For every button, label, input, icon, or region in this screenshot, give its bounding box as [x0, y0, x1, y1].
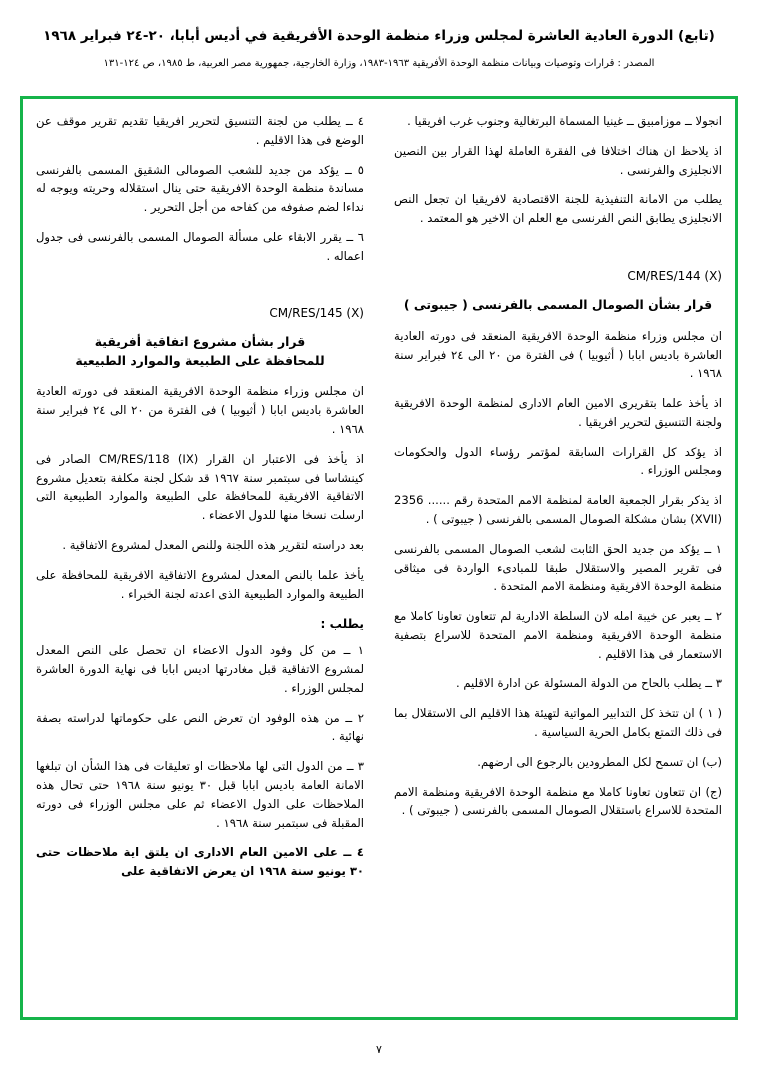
paragraph: ٢ ــ من هذه الوفود ان تعرض النص على حكوماتها لدراسته بصفة نهائية .	[36, 710, 364, 744]
paragraph: انجولا ــ موزامبيق ــ غينيا المسماة البرتغالية وجنوب غرب افريقيا .	[407, 114, 722, 128]
column-right	[394, 112, 722, 1006]
paragraph: ٣ ــ يطلب بالحاح من الدولة المسئولة عن ادارة الاقليم .	[455, 676, 722, 691]
paragraph: ٢ ــ يعبر عن خيبة امله لان السلطة الادارية لم تتعاون تعاونا كاملا مع منظمة الوحدة الافريقية ومنظمة الامم المتحدة للاسراع بتصفية الاستعمار فى هذا الاقليم .	[394, 609, 722, 661]
paragraph: بعد دراسته لتقرير هذه اللجنة وللنص المعدل لمشروع الاتفاقية .	[62, 537, 364, 552]
paragraph: ( ١ ) ان تتخذ كل التدابير المواتية لتهيئة هذا الاقليم الى الاستقلال بما فى ذلك التمتع بكامل الحرية السياسية .	[394, 706, 722, 740]
paragraph: اذ يؤكد كل القرارات السابقة لمؤتمر رؤساء الدول والحكومات ومجلس الوزراء .	[394, 444, 722, 478]
resolution-heading-line-1: قرار بشأن مشروع اتفاقية أفريقية	[94, 334, 306, 350]
paragraph: ٣ ــ من الدول التى لها ملاحظات او تعليقات فى هذا الشأن ان تبلغها الامانة العامة باديس ابابا قبل ٣٠ يونيو سنة ١٩٦٨ حتى تحال هذه الملاحظات على الدول الاعضاء ثم على مجلس الوزراء فى دورته المقبلة فى سبتمبر سنة ١٩٦٨ .	[36, 759, 364, 830]
page-number: ٧	[376, 1043, 382, 1056]
paragraph: ان مجلس وزراء منظمة الوحدة الافريقية المنعقد فى دورته العادية العاشرة باديس ابابا ( أثيوبيا ) فى الفترة من ٢٠ الى ٢٤ فبراير سنة ١٩٦٨ .	[394, 328, 722, 381]
paragraph: ٤ ــ على الامين العام الادارى ان يلتق اية ملاحظات حتى ٣٠ يونيو سنة ١٩٦٨ ان يعرض الاتفاقية على	[36, 845, 364, 879]
paragraph: ٦ ــ يقرر الابقاء على مسألة الصومال المسمى بالفرنسى فى جدول اعماله .	[36, 229, 364, 263]
paragraph: (ب) ان تسمح لكل المطرودين بالرجوع الى ارضهم.	[477, 754, 722, 769]
paragraph: ١ ــ من كل وفود الدول الاعضاء ان تحصل على النص المعدل لمشروع الاتفاقية قبل مغادرتها اديس ابابا فى نهاية الدورة العاشرة لمجلس الوزراء .	[36, 643, 364, 695]
paragraph: يطلب من الامانة التنفيذية للجنة الاقتصادية لافريقيا ان تجعل النص الانجليزى يطابق النص الفرنسى مع العلم ان الاخير هو المعتمد .	[394, 192, 722, 226]
resolution-heading: قرار بشأن الصومال المسمى بالفرنسى ( جيبوتى )	[403, 296, 713, 312]
source-note: المصدر : قرارات وتوصيات وبيانات منظمة الوحدة الأفريقية ١٩٦٣-١٩٨٣، وزارة الخارجية، جمهورية مصر العربية، ط ١٩٨٥، ص ١٢٤-١٣١	[103, 58, 655, 70]
page-title: (تابع) الدورة العادية العاشرة لمجلس وزراء منظمة الوحدة الأفريقية في أديس أبابا، ٢٠-٢٤ فبراير ١٩٦٨	[43, 28, 715, 44]
paragraph: ان مجلس وزراء منظمة الوحدة الافريقية المنعقد فى دورته العادية العاشرة باديس ابابا ( أثيوبيا ) فى الفترة من ٢٠ الى ٢٤ فبراير سنة ١٩٦٨ .	[36, 384, 364, 437]
paragraph: اذ يأخذ فى الاعتبار ان القرار CM/RES/118 (IX) الصادر فى كينشاسا فى سبتمبر سنة ١٩٦٧ قد شكل لجنة مكلفة بتعديل مشروع الاتفاقية الافريقية للمحافظة على الطبيعة والموارد الطبيعية التى ارسلت نسخا منها للدول الاعضاء .	[36, 451, 365, 523]
two-column-body	[36, 112, 722, 1006]
resolution-code: CM/RES/145 (X)	[269, 306, 364, 321]
page-header	[0, 0, 758, 71]
paragraph: يأخذ علما بالنص المعدل لمشروع الاتفاقية الافريقية للمحافظة على الطبيعة والموارد الطبيعية الذى اعدته لجنة الخبراء .	[36, 567, 364, 601]
paragraph: اذ يذكر بقرار الجمعية العامة لمنظمة الامم المتحدة رقم ...... 2356 (XVII) بشان مشكلة الصومال المسمى بالفرنسى ( جيبوتى ) .	[394, 493, 722, 526]
paragraph: اذ يلاحظ ان هناك اختلافا فى الفقرة العاملة لهذا القرار بين النصين الانجليزى والفرنسى .	[394, 143, 722, 177]
column-left	[36, 112, 364, 1006]
paragraph: اذ يأخذ علما بتقريرى الامين العام الادارى لمنظمة الوحدة الافريقية ولجنة التنسيق لتحرير افريقيا .	[394, 396, 722, 429]
paragraph: ٤ ــ يطلب من لجنة التنسيق لتحرير افريقيا تقديم تقرير موقف عن الوضع فى هذا الاقليم .	[36, 114, 364, 147]
resolution-code: CM/RES/144 (X)	[627, 268, 722, 283]
request-label: يطلب :	[320, 617, 364, 632]
paragraph: ٥ ــ يؤكد من جديد للشعب الصومالى الشقيق المسمى بالفرنسى مساندة منظمة الوحدة الافريقية حتى ينال استقلاله وحريته ويوجه له نداءا لضم صفوفه من كفاحه من أجل التحرير .	[36, 162, 364, 215]
paragraph: (ج) ان تتعاون تعاونا كاملا مع منظمة الوحدة الافريقية ومنظمة الامم المتحدة للاسراع باستقلال الصومال المسمى بالفرنسى ( جيبوتى ) .	[394, 784, 722, 818]
paragraph: ١ ــ يؤكد من جديد الحق الثابت لشعب الصومال المسمى بالفرنسى فى تقرير المصير والاستقلال طبقا للمبادىء الواردة فى ميثاقى منظمة الوحدة الافريقية ومنظمة الامم المتحدة .	[394, 541, 722, 594]
resolution-heading-line-2: للمحافظة على الطبيعة والموارد الطبيعية	[75, 353, 325, 369]
